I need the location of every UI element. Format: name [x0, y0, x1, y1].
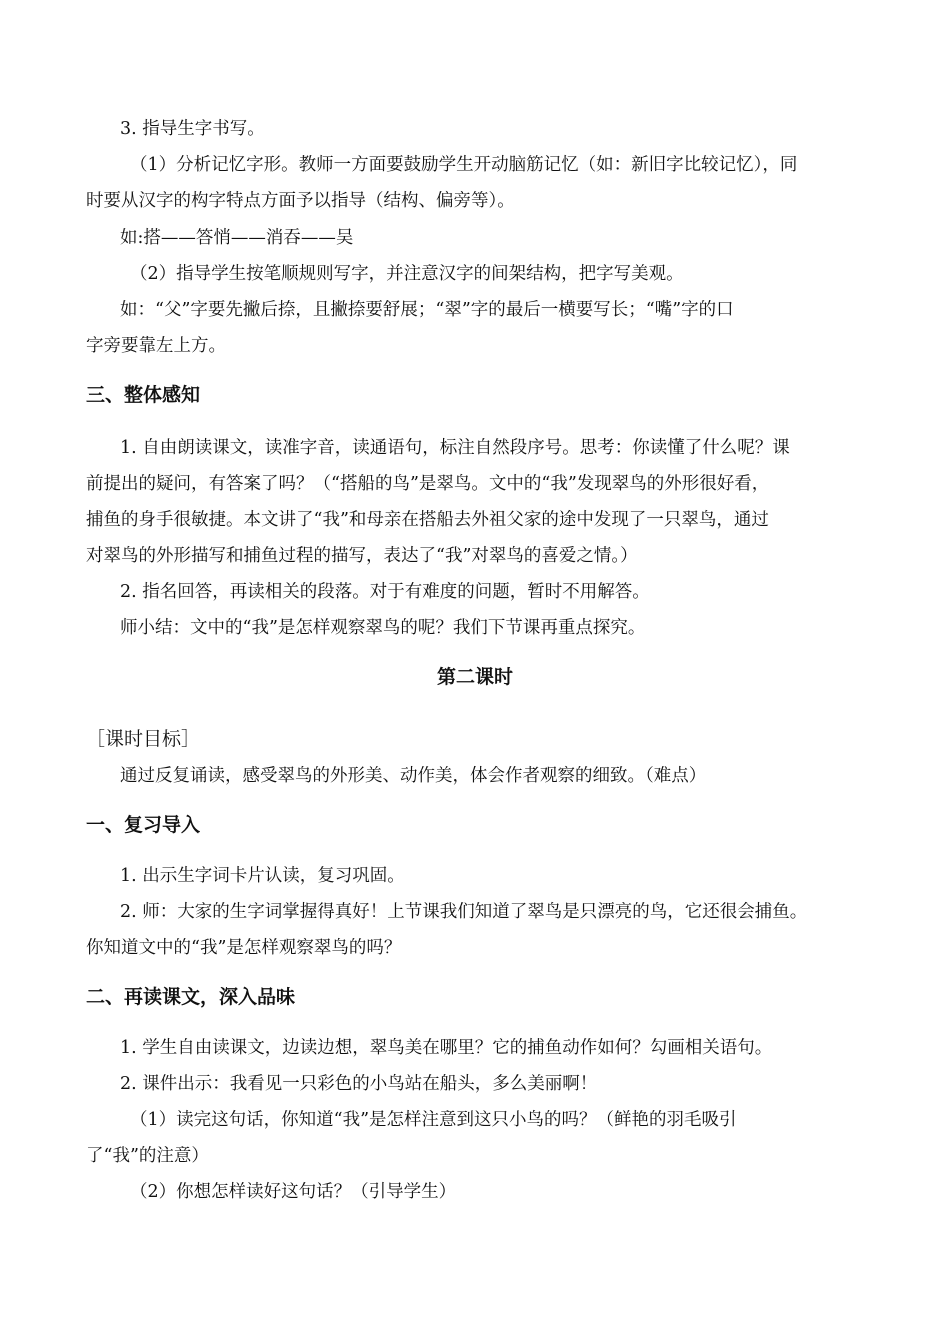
lesson-objective: 通过反复诵读，感受翠鸟的外形美、动作美，体会作者观察的细致。（难点） — [120, 766, 707, 786]
example-2-line-2: 字旁要靠左上方。 — [86, 336, 226, 356]
review-item-1: 1. 出示生字词卡片认读，复习巩固。 — [120, 866, 405, 886]
question-1-line-1: （1）读完这句话，你知道“我”是怎样注意到这只小鸟的吗？（鲜艳的羽毛吸引 — [130, 1110, 737, 1130]
lesson-objectives-heading: ［课时目标］ — [86, 728, 201, 750]
perception-item-2: 2. 指名回答，再读相关的段落。对于有难度的问题，暂时不用解答。 — [120, 582, 650, 602]
perception-item-1-line-1: 1. 自由朗读课文，读准字音，读通语句，标注自然段序号。思考：你读懂了什么呢？课 — [120, 438, 790, 458]
lesson-2-title: 第二课时 — [436, 666, 513, 688]
section-heading-reread: 二、再读课文，深入品味 — [86, 986, 296, 1008]
review-item-2-line-2: 你知道文中的“我”是怎样观察翠鸟的吗？ — [86, 938, 402, 958]
section-heading-review: 一、复习导入 — [86, 814, 201, 836]
teacher-summary: 师小结：文中的“我”是怎样观察翠鸟的呢？我们下节课再重点探究。 — [120, 618, 646, 638]
paragraph-1-line-2: 时要从汉字的构字特点方面予以指导（结构、偏旁等）。 — [86, 191, 515, 211]
question-1-line-2: 了“我”的注意） — [86, 1146, 209, 1166]
reread-item-2: 2. 课件出示：我看见一只彩色的小鸟站在船头，多么美丽啊！ — [120, 1074, 598, 1094]
reread-item-1: 1. 学生自由读课文，边读边想，翠鸟美在哪里？它的捕鱼动作如何？勾画相关语句。 — [120, 1038, 773, 1058]
section-heading-overall-perception: 三、整体感知 — [86, 384, 201, 406]
paragraph-2: （2）指导学生按笔顺规则写字，并注意汉字的间架结构，把字写美观。 — [130, 264, 684, 284]
example-2-line-1: 如：“父”字要先撇后捺，且撇捺要舒展；“翠”字的最后一横要写长；“嘴”字的口 — [120, 300, 734, 320]
review-item-2-line-1: 2. 师：大家的生字词掌握得真好！上节课我们知道了翠鸟是只漂亮的鸟，它还很会捕鱼。 — [120, 902, 808, 922]
paragraph-1-line-1: （1）分析记忆字形。教师一方面要鼓励学生开动脑筋记忆（如：新旧字比较记忆），同 — [130, 155, 798, 175]
perception-item-1-line-3: 捕鱼的身手很敏捷。本文讲了“我”和母亲在搭船去外祖父家的途中发现了一只翠鸟，通过 — [86, 510, 769, 530]
perception-item-1-line-4: 对翠鸟的外形描写和捕鱼过程的描写，表达了“我”对翠鸟的喜爱之情。） — [86, 546, 638, 566]
perception-item-1-line-2: 前提出的疑问，有答案了吗？（“搭船的鸟”是翠鸟。文中的“我”发现翠鸟的外形很好看， — [86, 474, 770, 494]
item3-title: 3. 指导生字书写。 — [120, 119, 265, 139]
question-2: （2）你想怎样读好这句话？（引导学生） — [130, 1182, 457, 1202]
example-1: 如:搭——答悄——消吞——吴 — [120, 228, 354, 248]
